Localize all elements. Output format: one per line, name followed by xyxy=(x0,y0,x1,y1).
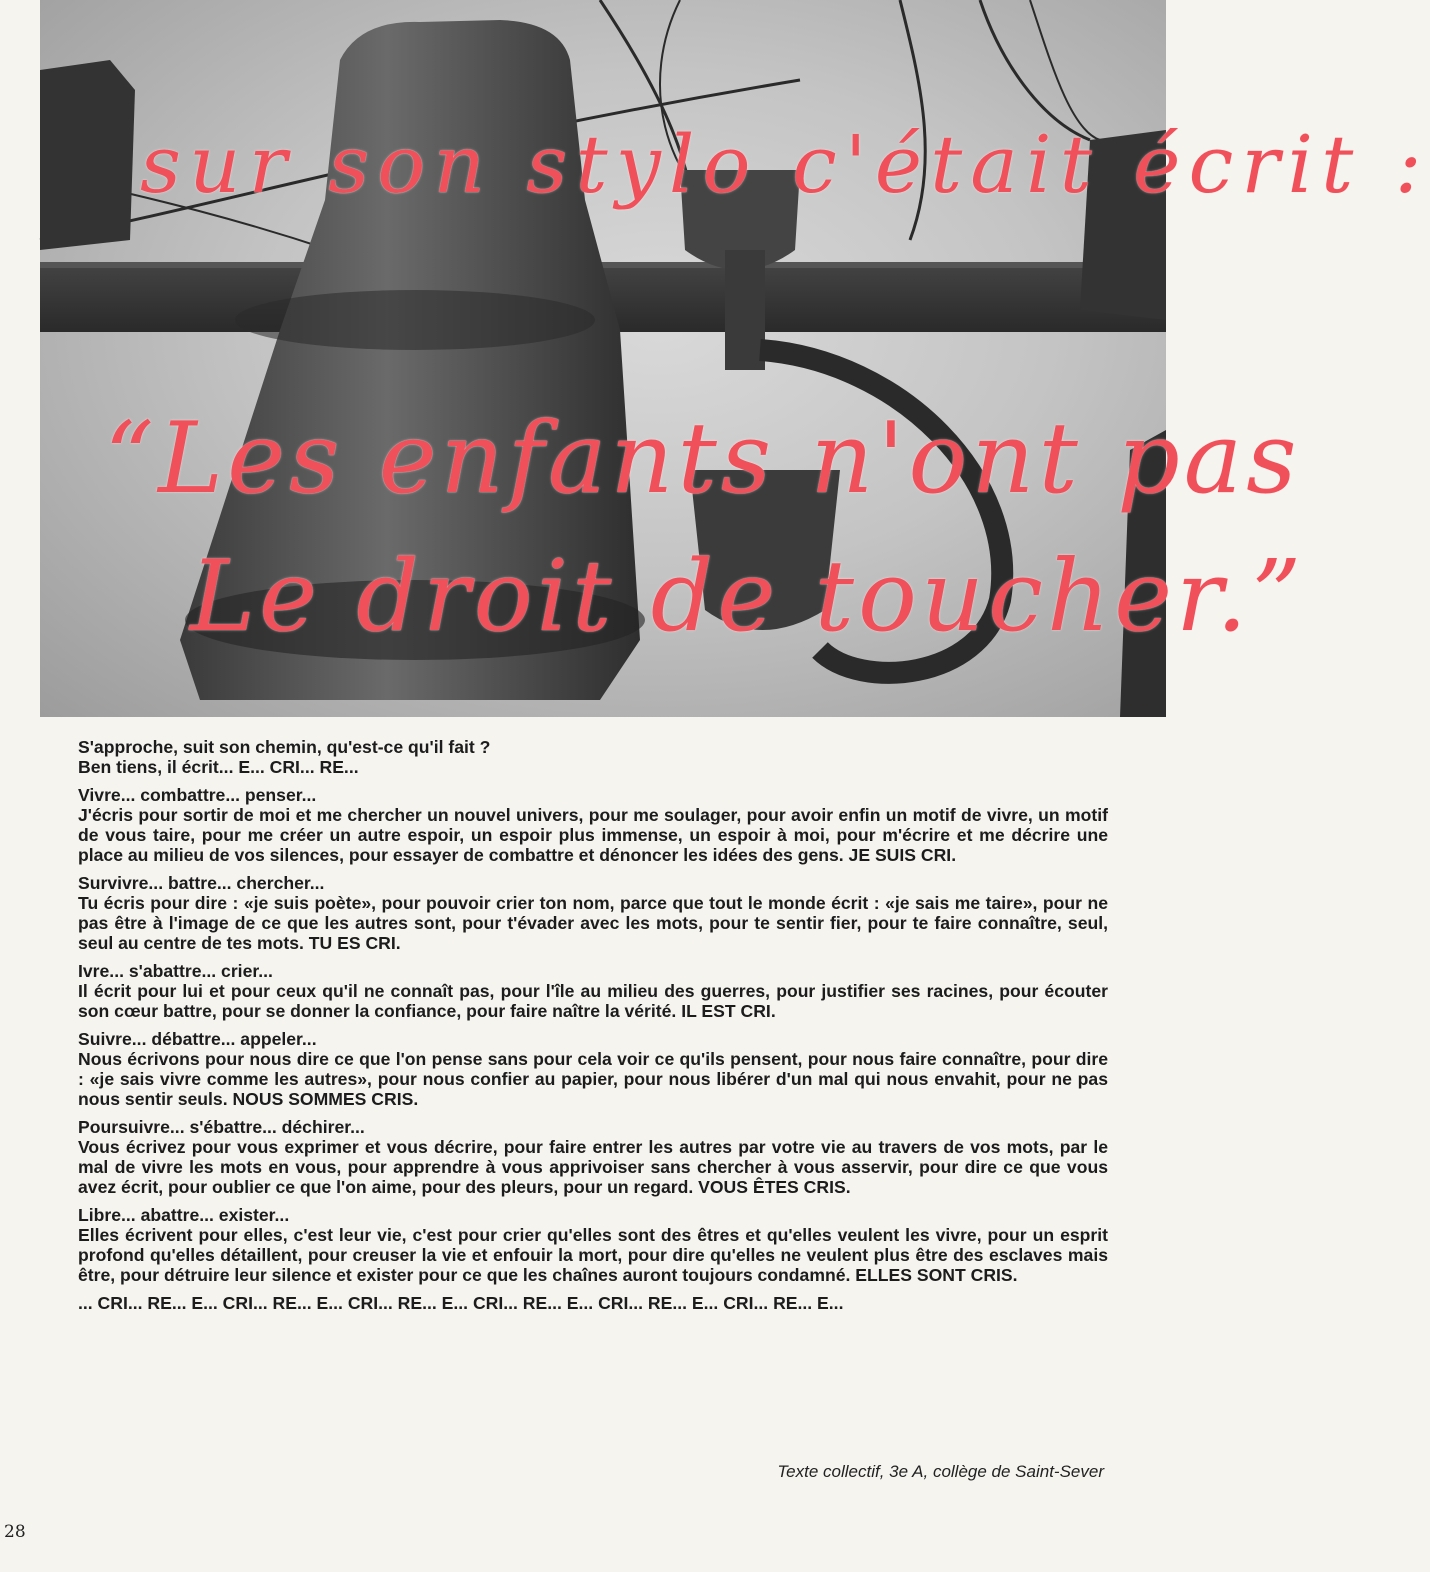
credit-line: Texte collectif, 3e A, collège de Saint-Sever xyxy=(777,1462,1104,1481)
paragraph-6 xyxy=(78,1117,1108,1197)
paragraph-4 xyxy=(78,961,1108,1021)
paragraph-lead: Survivre... battre... chercher... xyxy=(78,873,325,893)
paragraph-lead: Libre... abattre... exister... xyxy=(78,1205,290,1225)
handwritten-line-2: “Les enfants n'ont pas xyxy=(104,402,1301,516)
paragraph-lead: Poursuivre... s'ébattre... déchirer... xyxy=(78,1117,365,1137)
handwritten-line-1: sur son stylo c'était écrit : xyxy=(140,118,1430,211)
page-number: 28 xyxy=(4,1522,26,1542)
paragraph-body: Vous écrivez pour vous exprimer et vous décrire, pour faire entrer les autres par votre vie au travers de vos mots, par le mal de vivre les mots en vous, pour apprendre à vous apprivoiser sans chercher à vous asservir, pour dire ce que vous avez écrit, pour oublier ce que l'on aime, pour des pleurs, pour un regard. VOUS ÊTES CRIS. xyxy=(78,1137,1108,1197)
paragraph-body: Nous écrivons pour nous dire ce que l'on pense sans pour cela voir ce qu'ils pensent, pour nous faire connaître, pour dire : «je sais vivre comme les autres», pour nous confier au papier, pour nous libérer d'un mal qui nous envahit, pour ne pas nous sentir seuls. NOUS SOMMES CRIS. xyxy=(78,1049,1108,1109)
refrain: ... CRI... RE... E... CRI... RE... E... CRI... RE... E... CRI... RE... E... CRI... RE... E... CRI... RE... E... xyxy=(78,1293,844,1313)
paragraph-lead: Suivre... débattre... appeler... xyxy=(78,1029,317,1049)
paragraph-5 xyxy=(78,1029,1108,1109)
paragraph-lead: Ivre... s'abattre... crier... xyxy=(78,961,273,981)
paragraph-body: Il écrit pour lui et pour ceux qu'il ne connaît pas, pour l'île au milieu des guerres, pour justifier ses racines, pour écouter son cœur battre, pour se donner la confiance, pour faire naître la vérité. IL EST CRI. xyxy=(78,981,1108,1021)
paragraph-body: Elles écrivent pour elles, c'est leur vie, c'est pour crier qu'elles sont des êtres et qu'elles veulent les vivre, pour un esprit profond qu'elles détaillent, pour creuser la vie et enfouir la mort, pour dire qu'elles ne veulent plus être des esclaves mais être, pour détruire leur silence et exister pour ce que les chaînes auront toujours condamné. ELLES SONT CRIS. xyxy=(78,1225,1108,1285)
paragraph-3 xyxy=(78,873,1108,953)
paragraph-lead: S'approche, suit son chemin, qu'est-ce qu'il fait ? xyxy=(78,737,491,757)
paragraph-body: Ben tiens, il écrit... E... CRI... RE... xyxy=(78,757,359,777)
paragraph-body: Tu écris pour dire : «je suis poète», pour pouvoir crier ton nom, parce que tout le monde écrit : «je sais me taire», pour ne pas être à l'image de ce que les autres sont, pour t'évader avec les mots, pour te sentir fier, pour te faire connaître, seul, seul au centre de tes mots. TU ES CRI. xyxy=(78,893,1108,953)
insulators-photo xyxy=(40,0,1430,717)
handwritten-line-3: Le droit de toucher.” xyxy=(190,540,1306,654)
paragraph-1 xyxy=(78,737,1108,777)
paragraph-7 xyxy=(78,1205,1108,1285)
paragraph-lead: Vivre... combattre... penser... xyxy=(78,785,317,805)
paragraph-2 xyxy=(78,785,1108,865)
paragraph-body: J'écris pour sortir de moi et me chercher un nouvel univers, pour me soulager, pour avoir enfin un motif de vivre, un motif de vous taire, pour me créer un autre espoir, un espoir plus immense, un espoir à moi, pour m'écrire et me décrire une place au milieu de vos silences, pour essayer de combattre et dénoncer les idées des gens. JE SUIS CRI. xyxy=(78,805,1108,865)
article-text xyxy=(78,737,1108,1321)
